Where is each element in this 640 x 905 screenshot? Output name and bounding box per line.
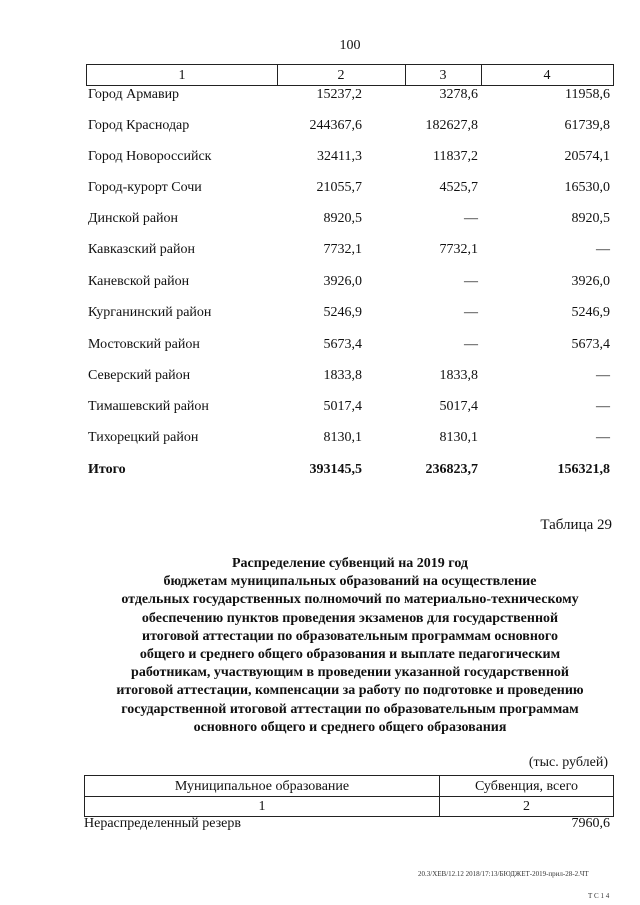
column3-value: —	[464, 305, 478, 320]
table-row	[0, 180, 640, 202]
column3-value: 182627,8	[425, 118, 478, 133]
title-line: общего и среднего общего образования и выплате педагогическим	[139, 647, 561, 663]
municipality-name: Северский район	[88, 368, 191, 383]
table2-row-value: 7960,6	[571, 816, 610, 831]
table-row	[0, 305, 640, 327]
table-row	[0, 149, 640, 171]
column3-value: 4525,7	[439, 180, 478, 195]
table2-row-name: Нераспределенный резерв	[84, 816, 241, 831]
title-line: государственной итоговой аттестации по образовательным программам	[121, 701, 579, 717]
total-value: 3926,0	[323, 274, 362, 289]
column4-value: —	[596, 368, 610, 383]
title-line: итоговой аттестации, компенсации за работу по подготовке и проведению	[116, 683, 584, 699]
column4-value: —	[596, 430, 610, 445]
table1-header-col3: 3	[439, 68, 447, 83]
table1-header-col1: 1	[178, 68, 186, 83]
column4-value: —	[596, 242, 610, 257]
table-row	[0, 87, 640, 109]
municipality-name: Тихорецкий район	[88, 430, 199, 445]
municipality-name: Динской район	[88, 211, 179, 226]
title-line: Распределение субвенций на 2019 год	[232, 556, 468, 571]
column3-value: 11837,2	[433, 149, 478, 164]
total-value: 32411,3	[317, 149, 362, 164]
table2-header-municipality: Муниципальное образование	[174, 779, 350, 794]
table-row	[0, 274, 640, 296]
table2-colnum-2: 2	[523, 799, 530, 814]
table2-header-subvention: Субвенция, всего	[474, 779, 579, 794]
title-line: обеспечению пунктов проведения экзаменов для государственной	[141, 610, 559, 626]
table1-header	[86, 64, 614, 86]
column4-value: 20574,1	[564, 149, 610, 164]
document-title	[80, 555, 620, 737]
column3-value: —	[464, 274, 478, 289]
table-row	[0, 337, 640, 359]
title-line: итоговой аттестации по образовательным программам основного	[142, 628, 558, 644]
table-row	[0, 399, 640, 421]
municipality-name: Тимашевский район	[88, 399, 209, 414]
column4-value: 16530,0	[564, 180, 610, 195]
column3-value: 7732,1	[439, 242, 478, 257]
column4-value: 11958,6	[565, 87, 610, 102]
table-row	[0, 211, 640, 233]
table1-header-col2: 2	[337, 68, 345, 83]
total-value: 15237,2	[316, 87, 362, 102]
column3-value: —	[464, 337, 478, 352]
total-label: Итого	[88, 462, 126, 477]
total-value: 7732,1	[323, 242, 362, 257]
corner-mark: Т С 1 4	[588, 892, 610, 900]
total-value: 8130,1	[323, 430, 362, 445]
total-value: 244367,6	[309, 118, 362, 133]
table2-header	[84, 775, 614, 817]
column3-value: 5017,4	[439, 399, 478, 414]
total-value: 21055,7	[316, 180, 362, 195]
municipality-name: Город Армавир	[88, 87, 180, 102]
municipality-name: Каневской район	[88, 274, 190, 289]
column3-value: 1833,8	[439, 368, 478, 383]
units-label: (тыс. рублей)	[528, 755, 608, 770]
total-row	[0, 462, 640, 484]
title-line: работникам, участвующим в проведении указанной государственной	[131, 665, 569, 681]
total-value: 8920,5	[323, 211, 362, 226]
total-value: 5246,9	[323, 305, 362, 320]
total-value: 393145,5	[309, 462, 362, 477]
column4-value: 3926,0	[571, 274, 610, 289]
column3-value: —	[464, 211, 478, 226]
table-row	[0, 368, 640, 390]
column4-value: 5673,4	[571, 337, 610, 352]
file-footer: 20.3/ХЕВ/12.12 2018/17:13/БЮДЖЕТ-2019-прил-28-2.ЧТ	[418, 870, 589, 878]
municipality-name: Город-курорт Сочи	[88, 180, 202, 195]
column4-value: 8920,5	[571, 211, 610, 226]
table-row	[0, 118, 640, 140]
table2-colnum-1: 1	[258, 799, 266, 814]
total-value: 5017,4	[323, 399, 362, 414]
column3-value: 236823,7	[425, 462, 478, 477]
column4-value: 61739,8	[564, 118, 610, 133]
municipality-name: Мостовский район	[88, 337, 200, 352]
title-line: бюджетам муниципальных образований на осуществление	[163, 574, 537, 590]
column4-value: 5246,9	[571, 305, 610, 320]
total-value: 5673,4	[323, 337, 362, 352]
municipality-name: Город Краснодар	[88, 118, 190, 133]
municipality-name: Город Новороссийск	[88, 149, 212, 164]
table-row	[0, 430, 640, 452]
column4-value: 156321,8	[557, 462, 610, 477]
municipality-name: Кавказский район	[88, 242, 196, 257]
column4-value: —	[596, 399, 610, 414]
column3-value: 8130,1	[439, 430, 478, 445]
title-line: основного общего и среднего общего образования	[193, 719, 507, 735]
column3-value: 3278,6	[439, 87, 478, 102]
total-value: 1833,8	[323, 368, 362, 383]
table1-header-col4: 4	[543, 68, 551, 83]
page-number: 100	[339, 38, 361, 53]
title-line: отдельных государственных полномочий по материально-техническому	[121, 592, 579, 608]
table-row	[0, 242, 640, 264]
municipality-name: Курганинский район	[88, 305, 212, 320]
table-label: Таблица 29	[540, 517, 612, 533]
